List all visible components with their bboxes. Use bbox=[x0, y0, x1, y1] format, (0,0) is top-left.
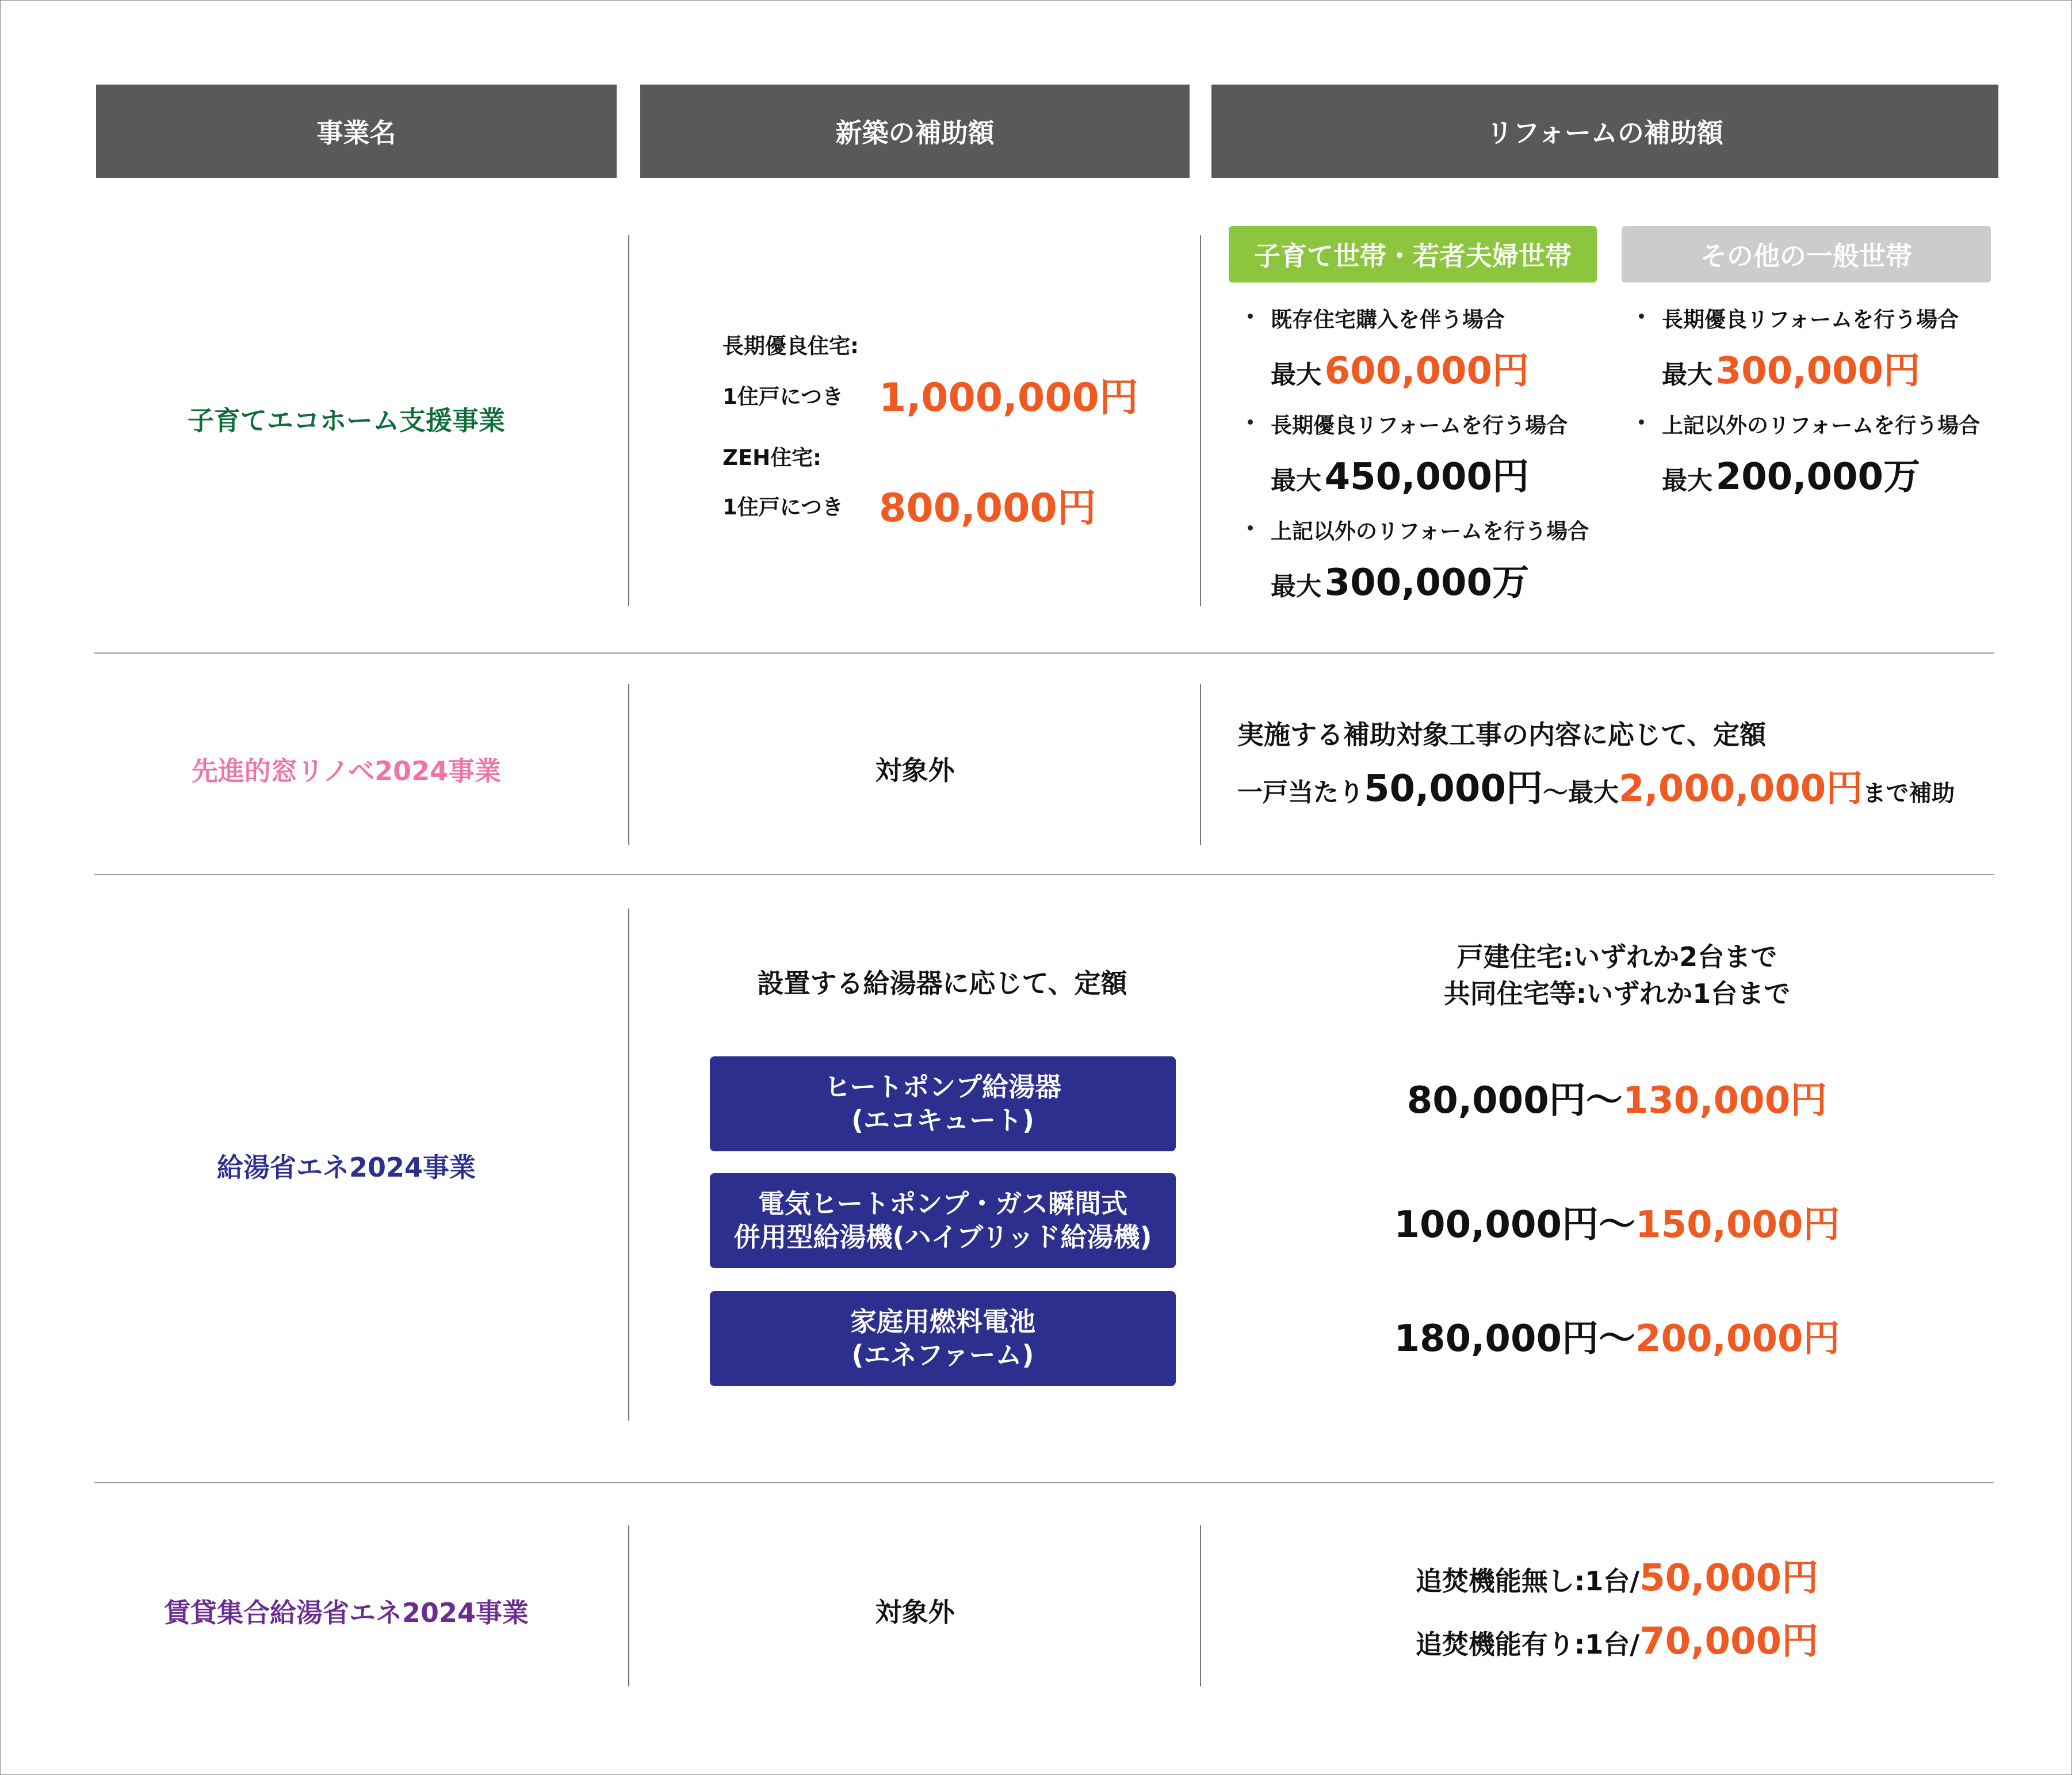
device-fuel-cell bbox=[710, 1291, 1176, 1386]
column-divider bbox=[628, 235, 629, 606]
mado-min-amount: 50,000円 bbox=[1364, 768, 1543, 810]
reform-item bbox=[1243, 302, 1529, 394]
reform-item bbox=[1243, 408, 1568, 500]
row-name-kyuto: 給湯省エネ2024事業 bbox=[216, 1152, 476, 1183]
range-max: 150,000円 bbox=[1635, 1204, 1840, 1246]
column-divider bbox=[628, 684, 629, 845]
range-sep: 〜 bbox=[1585, 1079, 1623, 1122]
reform-item-amount: 300,000円 bbox=[1715, 350, 1921, 392]
reform-item bbox=[1243, 514, 1589, 606]
mado-reform-range bbox=[1237, 759, 1955, 812]
device-name: ヒートポンプ給湯器 bbox=[824, 1071, 1062, 1102]
reform-item-label: 長期優良リフォームを行う場合 bbox=[1634, 302, 1959, 333]
reform-item-label: 長期優良リフォームを行う場合 bbox=[1243, 408, 1568, 439]
column-divider bbox=[1200, 684, 1201, 845]
mado-per-unit: 一戸当たり bbox=[1237, 778, 1364, 807]
reform-item-prefix: 最大 bbox=[1662, 466, 1712, 495]
range-max: 200,000円 bbox=[1635, 1318, 1840, 1360]
row-name-kosodate: 子育てエコホーム支援事業 bbox=[188, 405, 505, 436]
reform-item-label: 上記以外のリフォームを行う場合 bbox=[1634, 408, 1980, 439]
reform-item-amount: 450,000円 bbox=[1324, 456, 1530, 498]
chintai-with-reheat-label: 追焚機能有り:1台/ bbox=[1415, 1629, 1640, 1660]
row-name-mado: 先進的窓リノベ2024事業 bbox=[191, 755, 502, 787]
device-subname: 併用型給湯機(ハイブリッド給湯機) bbox=[733, 1221, 1152, 1253]
new-build-amount-zeh: 800,000円 bbox=[879, 486, 1096, 531]
new-build-label-zeh: ZEH住宅: bbox=[722, 445, 821, 470]
reform-item-prefix: 最大 bbox=[1271, 466, 1321, 495]
range-max: 130,000円 bbox=[1622, 1079, 1828, 1122]
reform-item-prefix: 最大 bbox=[1271, 360, 1321, 390]
device-name: 電気ヒートポンプ・ガス瞬間式 bbox=[758, 1188, 1128, 1219]
device-name: 家庭用燃料電池 bbox=[850, 1306, 1035, 1337]
row-divider bbox=[94, 874, 1994, 875]
mado-new-build-not-eligible: 対象外 bbox=[875, 755, 955, 786]
mado-max-amount: 2,000,000円 bbox=[1618, 768, 1863, 810]
badge-general-household: その他の一般世帯 bbox=[1622, 226, 1991, 283]
device-subname: (エネファーム) bbox=[851, 1339, 1034, 1371]
column-divider bbox=[628, 1525, 629, 1686]
reform-item-prefix: 最大 bbox=[1662, 360, 1712, 390]
range-min: 100,000円 bbox=[1394, 1204, 1599, 1246]
chintai-no-reheat bbox=[1214, 1548, 2020, 1601]
kyuto-intro: 設置する給湯器に応じて、定額 bbox=[757, 968, 1127, 999]
range-sep: 〜 bbox=[1599, 1204, 1635, 1246]
header-reform: リフォームの補助額 bbox=[1211, 85, 1998, 178]
row-divider bbox=[94, 1482, 1994, 1483]
column-divider bbox=[1200, 235, 1201, 606]
header-new-build: 新築の補助額 bbox=[640, 85, 1190, 178]
device-amount-range bbox=[1214, 1195, 2020, 1248]
reform-item-amount: 600,000円 bbox=[1324, 350, 1530, 392]
range-min: 80,000円 bbox=[1406, 1079, 1586, 1122]
chintai-no-reheat-amount: 50,000円 bbox=[1639, 1557, 1819, 1600]
new-build-per-unit: 1住戸につき bbox=[722, 495, 844, 520]
range-sep: 〜 bbox=[1599, 1318, 1635, 1360]
new-build-label-choki: 長期優良住宅: bbox=[722, 334, 859, 358]
reform-item-prefix: 最大 bbox=[1271, 572, 1321, 601]
device-hybrid bbox=[710, 1173, 1176, 1268]
new-build-amount-choki: 1,000,000円 bbox=[879, 375, 1138, 421]
device-amount-range bbox=[1214, 1309, 2020, 1362]
badge-child-rearing-household: 子育て世帯・若者夫婦世帯 bbox=[1229, 226, 1597, 283]
kyuto-limit-collective: 共同住宅等:いずれか1台まで bbox=[1443, 978, 1791, 1009]
device-heat-pump bbox=[710, 1056, 1176, 1151]
device-amount-range bbox=[1214, 1071, 2020, 1124]
range-min: 180,000円 bbox=[1394, 1318, 1599, 1360]
mado-suffix: まで補助 bbox=[1863, 780, 1955, 807]
reform-item-label: 既存住宅購入を伴う場合 bbox=[1243, 302, 1529, 333]
reform-item-label: 上記以外のリフォームを行う場合 bbox=[1243, 514, 1589, 545]
chintai-with-reheat-amount: 70,000円 bbox=[1639, 1620, 1819, 1663]
chintai-with-reheat bbox=[1214, 1612, 2020, 1665]
new-build-per-unit: 1住戸につき bbox=[722, 384, 844, 409]
row-name-chintai: 賃貸集合給湯省エネ2024事業 bbox=[163, 1597, 529, 1628]
row-divider bbox=[94, 652, 1994, 654]
column-divider bbox=[628, 909, 629, 1421]
kyuto-limit-detached: 戸建住宅:いずれか2台まで bbox=[1456, 941, 1777, 972]
reform-item bbox=[1634, 302, 1959, 394]
column-divider bbox=[1200, 1525, 1201, 1686]
chintai-no-reheat-label: 追焚機能無し:1台/ bbox=[1415, 1566, 1640, 1597]
chintai-new-build-not-eligible: 対象外 bbox=[875, 1597, 955, 1628]
reform-item-amount: 200,000万 bbox=[1715, 456, 1921, 498]
reform-item-amount: 300,000万 bbox=[1324, 562, 1530, 604]
mado-reform-desc: 実施する補助対象工事の内容に応じて、定額 bbox=[1237, 719, 1767, 750]
reform-item bbox=[1634, 408, 1980, 500]
mado-max-prefix: 〜最大 bbox=[1542, 778, 1619, 807]
header-project-name: 事業名 bbox=[96, 85, 617, 178]
device-subname: (エコキュート) bbox=[851, 1104, 1035, 1136]
